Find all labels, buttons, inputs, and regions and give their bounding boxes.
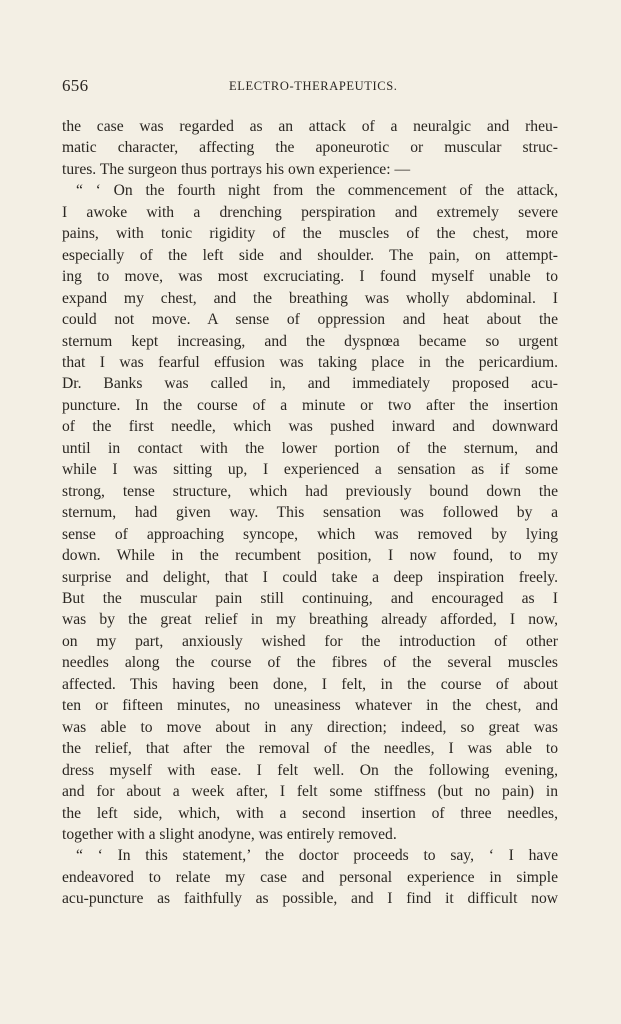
text-line: and for about a week after, I felt some stiffness (but no pain) in [62,783,558,801]
text-line: on my part, anxiously wished for the introduction of other [62,632,558,650]
text-line: strong, tense structure, which had previously bound down the [62,482,558,500]
text-line: But the muscular pain still continuing, and encouraged as I [62,589,558,607]
text-line: “ ‘ On the fourth night from the commencement of the attack, [76,182,558,200]
text-line: Dr. Banks was called in, and immediately proposed acu- [62,375,558,393]
text-line: matic character, affecting the aponeurotic or muscular struc- [62,139,558,157]
text-line: the left side, which, with a second insertion of three needles, [62,804,558,822]
running-title: ELECTRO-THERAPEUTICS. [229,79,398,93]
text-line: could not move. A sense of oppression and heat about the [62,311,558,329]
text-line: sternum kept increasing, and the dyspnœa became so urgent [62,332,558,350]
text-line: I awoke with a drenching perspiration and extremely severe [62,203,558,221]
text-line: dress myself with ease. I felt well. On the following evening, [62,761,558,779]
text-line: needles along the course of the fibres of the several muscles [62,654,558,672]
text-line: surprise and delight, that I could take a deep inspiration freely. [62,568,558,586]
text-line: endeavored to relate my case and personal experience in simple [62,868,558,886]
text-line: tures. The surgeon thus portrays his own experience: — [62,160,411,178]
text-line: was able to move about in any direction; indeed, so great was [62,718,558,736]
page-number: 656 [62,76,89,95]
running-head [62,76,562,98]
text-line: of the first needle, which was pushed inward and downward [62,418,558,436]
text-line: while I was sitting up, I experienced a sensation as if some [62,461,558,479]
text-line: was by the great relief in my breathing already afforded, I now, [62,611,558,629]
text-line: pains, with tonic rigidity of the muscles of the chest, more [62,225,558,243]
body-text [62,116,558,910]
text-line: especially of the left side and shoulder. The pain, on attempt- [62,246,558,264]
text-line: together with a slight anodyne, was entirely removed. [62,825,397,843]
text-line: the case was regarded as an attack of a neuralgic and rheu- [62,118,558,135]
text-line: ten or fifteen minutes, no uneasiness whatever in the chest, and [62,697,558,715]
text-line: down. While in the recumbent position, I now found, to my [62,547,558,565]
text-line: the relief, that after the removal of the needles, I was able to [62,740,558,758]
text-line: that I was fearful effusion was taking place in the pericardium. [62,353,558,371]
text-line: “ ‘ In this statement,’ the doctor proceeds to say, ‘ I have [76,847,558,865]
text-line: sternum, had given way. This sensation was followed by a [62,504,558,522]
text-line: acu-puncture as faithfully as possible, and I find it difficult now [62,890,558,908]
text-line: until in contact with the lower portion of the sternum, and [62,439,558,457]
text-line: expand my chest, and the breathing was wholly abdominal. I [62,289,558,307]
text-line: sense of approaching syncope, which was removed by lying [62,525,558,543]
text-line: ing to move, was most excruciating. I found myself unable to [62,268,558,286]
text-line: puncture. In the course of a minute or two after the insertion [62,396,558,414]
text-line: affected. This having been done, I felt, in the course of about [62,675,558,693]
